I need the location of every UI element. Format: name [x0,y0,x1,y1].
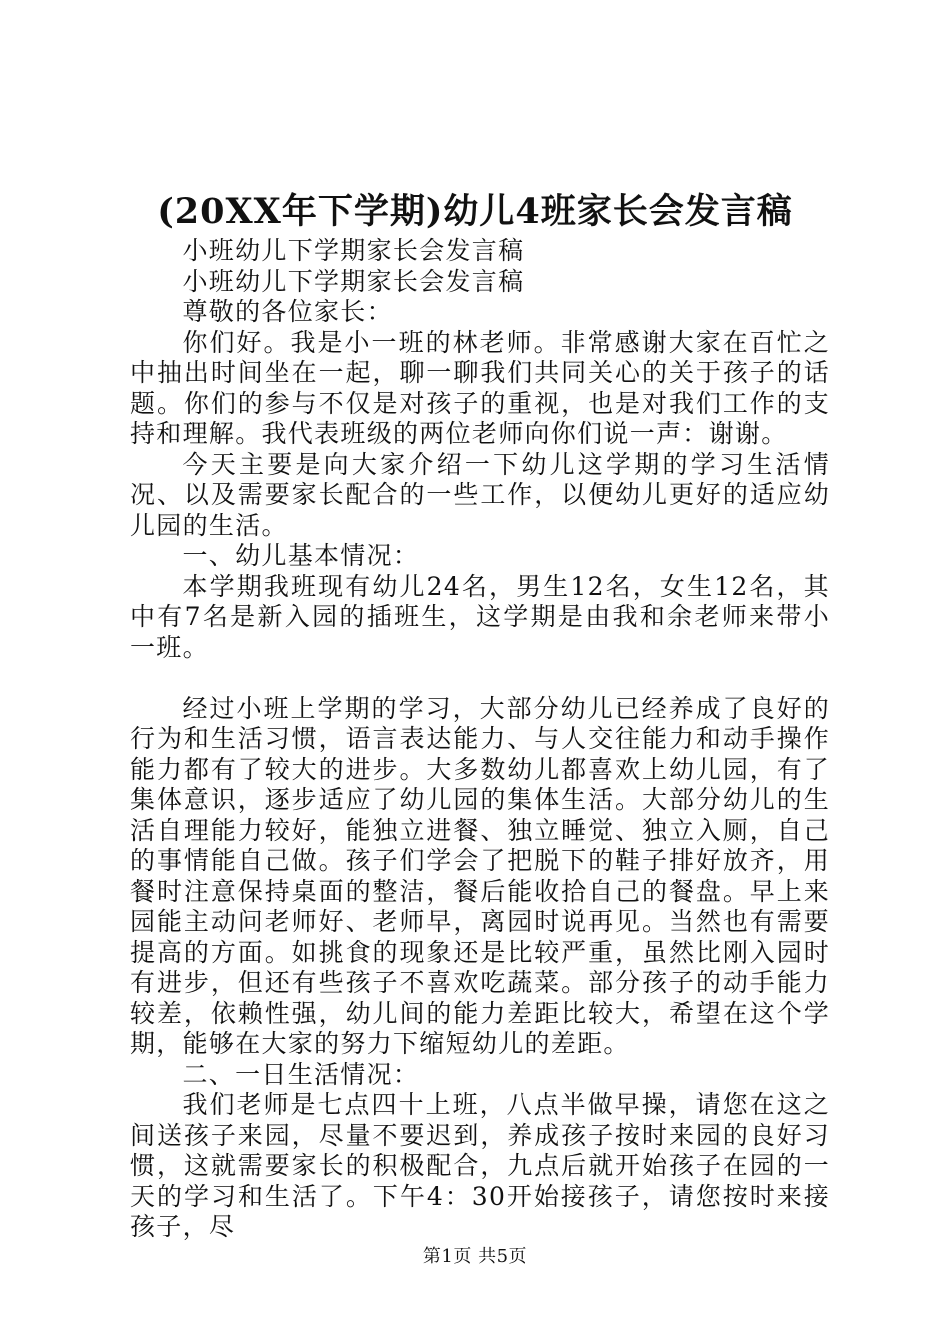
subtitle-line: 小班幼儿下学期家长会发言稿 [182,266,525,296]
section-heading: 二、一日生活情况： [182,1059,420,1089]
paragraph: 你们好。我是小一班的林老师。非常感谢大家在百忙之中抽出时间坐在一起，聊一聊我们共同关心的关于孩子的话题。你们的参与不仅是对孩子的重视，也是对我们工作的支持和理解。我代表班级的两位老师向你们说一声：谢谢。 [130,327,830,448]
paragraph: 本学期我班现有幼儿24名，男生12名，女生12名，其中有7名是新入园的插班生，这学期是由我和余老师来带小一班。 [130,571,830,662]
paragraph: 我们老师是七点四十上班，八点半做早操，请您在这之间送孩子来园，尽量不要迟到，养成孩子按时来园的良好习惯，这就需要家长的积极配合，九点后就开始孩子在园的一天的学习和生活了。下午4：30开始接孩子，请您按时来接孩子，尽 [130,1090,830,1241]
document-title: (20XX年下学期)幼儿4班家长会发言稿 [157,191,793,232]
page-footer: 第1页 共5页 [422,1246,528,1267]
salutation: 尊敬的各位家长： [182,297,393,326]
section-heading: 一、幼儿基本情况： [182,541,420,570]
document-body [130,236,830,1243]
subtitle-line: 小班幼儿下学期家长会发言稿 [182,236,525,265]
paragraph: 今天主要是向大家介绍一下幼儿这学期的学习生活情况、以及需要家长配合的一些工作，以便幼儿更好的适应幼儿园的生活。 [130,449,830,540]
paragraph: 经过小班上学期的学习，大部分幼儿已经养成了良好的行为和生活习惯，语言表达能力、与人交往能力和动手操作能力都有了较大的进步。大多数幼儿都喜欢上幼儿园，有了集体意识，逐步适应了幼儿园的集体生活。大部分幼儿的生活自理能力较好，能独立进餐、独立睡觉、独立入厕，自己的事情能自己做。孩子们学会了把脱下的鞋子排好放齐，用餐时注意保持桌面的整洁，餐后能收拾自己的餐盘。早上来园能主动问老师好、老师早，离园时说再见。当然也有需要提高的方面。如挑食的现象还是比较严重，虽然比刚入园时有进步，但还有些孩子不喜欢吃蔬菜。部分孩子的动手能力较差，依赖性强，幼儿间的能力差距比较大，希望在这个学期，能够在大家的努力下缩短幼儿的差距。 [130,693,830,1058]
